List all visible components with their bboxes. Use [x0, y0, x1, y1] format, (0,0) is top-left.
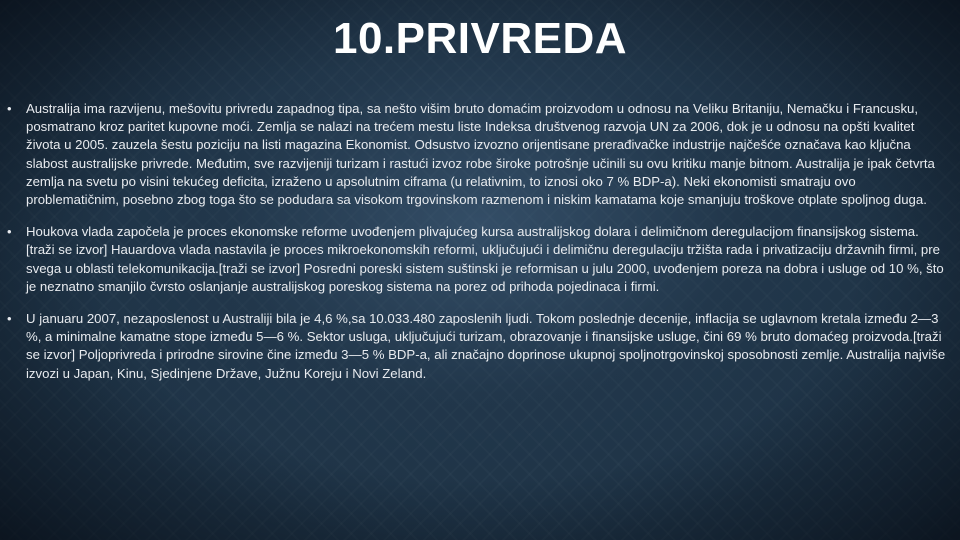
bullet-item [7, 100, 947, 209]
slide-title: 10.PRIVREDA [332, 14, 628, 63]
bullet-text: Houkova vlada započela je proces ekonomske reforme uvođenjem plivajućeg kursa australijskog dolara i delimičnom deregulacijom finansijskog sistema.[traži se izvor] Hauardova vlada nastavila je proces mikroekonomskih reformi, uključujući i delimičnu deregulaciju tržišta rada i privatizaciju državnih firmi, pre svega u oblasti telekomunikacija.[traži se izvor] Posredni poreski sistem suštinski je reformisan u julu 2000, uvođenjem poreza na dobra i usluge od 10 %, što je neznatno smanjilo čvrsto oslanjanje australijskog poreskog sistema na porez od prihoda pojedinaca i firmi. [26, 224, 944, 294]
bullet-dot-icon: • [7, 311, 12, 327]
bullet-text: Australija ima razvijenu, mešovitu privredu zapadnog tipa, sa nešto višim bruto domaćim proizvodom u odnosu na Veliku Britaniju, Nemačku i Francusku, posmatrano kroz paritet kupovne moći. Zemlja se nalazi na trećem mestu liste Indeksa društvenog razvoja UN za 2006, dok je u odnosu na opšti kvalitet života u 2005. zauzela šestu poziciju na listi magazina Ekonomist. Odsustvo izvozno orijentisane prerađivačke industrije najčešće označava kao ključna slabost australijske privrede. Međutim, sve razvijeniji turizam i rastući izvoz robe široke potrošnje učinili su ovu kritiku manje bitnom. Australija je ipak četvrta zemlja na svetu po visini tekućeg deficita, izraženo u apsolutnim ciframa (u relativnim, to iznosi oko 7 % BDP-a). Neki ekonomisti smatraju ovo problematičnim, posebno zbog toga što se podudara sa visokom trgovinskom razmenom i niskim kamatama koje smanjuju troškove otplate spoljnog duga. [26, 101, 935, 208]
bullet-item [7, 223, 947, 296]
bullet-dot-icon: • [7, 101, 12, 116]
bullet-text: U januaru 2007, nezaposlenost u Australiji bila je 4,6 %,sa 10.033.480 zaposlenih ljudi. Tokom poslednje decenije, inflacija se uglavnom kretala između 2—3 %, a minimalne kamatne stope između 5—6 %. Sektor usluga, uključujući turizam, obrazovanje i finansijske usluge, čini 69 % bruto domaćeg proizvoda.[traži se izvor] Poljoprivreda i prirodne sirovine čine između 3—5 % BDP-a, ali značajno doprinose ukupnoj spoljnotrgovinskoj sposobnosti zemlje. Australija najviše izvozi u Japan, Kinu, Sjedinjene Države, Južnu Koreju i Novi Zeland. [26, 311, 946, 381]
bullet-dot-icon: • [7, 224, 12, 240]
bullet-list [7, 100, 947, 397]
bullet-item [7, 310, 947, 383]
